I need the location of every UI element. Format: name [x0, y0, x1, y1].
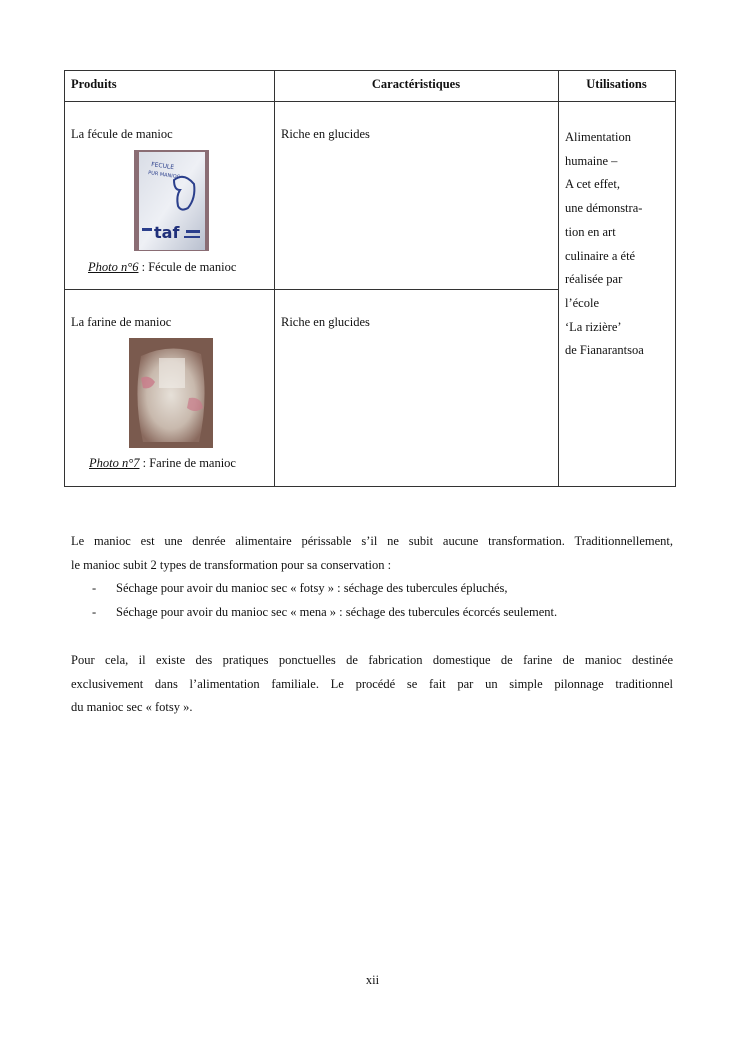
usage-line: l’école — [565, 295, 600, 310]
paragraph-line: Pour cela, il existe des pratiques ponctuelles de fabrication domestique de farine de manioc destinée — [71, 653, 673, 667]
bullet-item — [92, 601, 557, 625]
usage-line: une démonstra- — [565, 201, 643, 216]
paragraph-fabrication — [71, 649, 673, 720]
bullet-text: Séchage pour avoir du manioc sec « mena » : séchage des tubercules écorcés seulement. — [116, 605, 558, 619]
column-divider — [274, 71, 275, 486]
header-caracteristiques: Caractéristiques — [371, 77, 461, 91]
svg-text:FECULE: FECULE — [150, 161, 175, 172]
svg-text:taf: taf — [154, 223, 180, 242]
product-characteristic: Riche en glucides — [281, 315, 370, 329]
usage-cell — [565, 126, 644, 363]
bullet-item — [92, 577, 508, 601]
bullet-dash: - — [92, 605, 97, 619]
column-divider — [558, 71, 559, 486]
usage-line: Alimentation — [565, 130, 631, 144]
paragraph-line: Le manioc est une denrée alimentaire périssable s’il ne subit aucune transformation. Traditionnellement, — [71, 534, 673, 548]
row-divider — [65, 289, 558, 290]
product-name: La fécule de manioc — [71, 127, 173, 141]
product-characteristic: Riche en glucides — [281, 127, 370, 141]
paragraph-line: le manioc subit 2 types de transformation pour sa conservation : — [71, 557, 392, 572]
header-divider — [65, 101, 675, 102]
bullet-text: Séchage pour avoir du manioc sec « fotsy » : séchage des tubercules épluchés, — [116, 581, 508, 595]
products-table — [64, 70, 676, 487]
paragraph-line: exclusivement dans l’alimentation familiale. Le procédé se fait par un simple pilonnage traditionnel — [71, 676, 673, 691]
header-utilisations: Utilisations — [586, 77, 647, 91]
usage-line: tion en art — [565, 224, 616, 239]
photo-reference: Photo n°7 — [89, 456, 140, 470]
page-number: xii — [365, 973, 380, 987]
usage-line: culinaire a été — [565, 248, 636, 263]
svg-text:PUR MANIOC: PUR MANIOC — [147, 170, 181, 181]
photo-reference: Photo n°6 — [88, 260, 139, 274]
bullet-dash: - — [92, 581, 97, 595]
fecule-photo — [134, 150, 209, 251]
photo-caption — [89, 455, 236, 471]
paragraph-conservation — [71, 530, 673, 577]
farine-photo — [129, 338, 213, 448]
usage-line: A cet effet, — [565, 177, 620, 192]
usage-line: de Fianarantsoa — [565, 343, 644, 358]
paragraph-line: du manioc sec « fotsy ». — [71, 700, 193, 714]
product-name: La farine de manioc — [71, 315, 172, 329]
usage-line: humaine – — [565, 153, 618, 168]
usage-line: ‘La rizière’ — [565, 319, 622, 334]
usage-line: réalisée par — [565, 272, 623, 287]
photo-caption-text: : Farine de manioc — [139, 456, 236, 470]
photo-caption — [88, 259, 236, 275]
photo-caption-text: : Fécule de manioc — [138, 260, 237, 274]
header-produits: Produits — [71, 77, 117, 91]
